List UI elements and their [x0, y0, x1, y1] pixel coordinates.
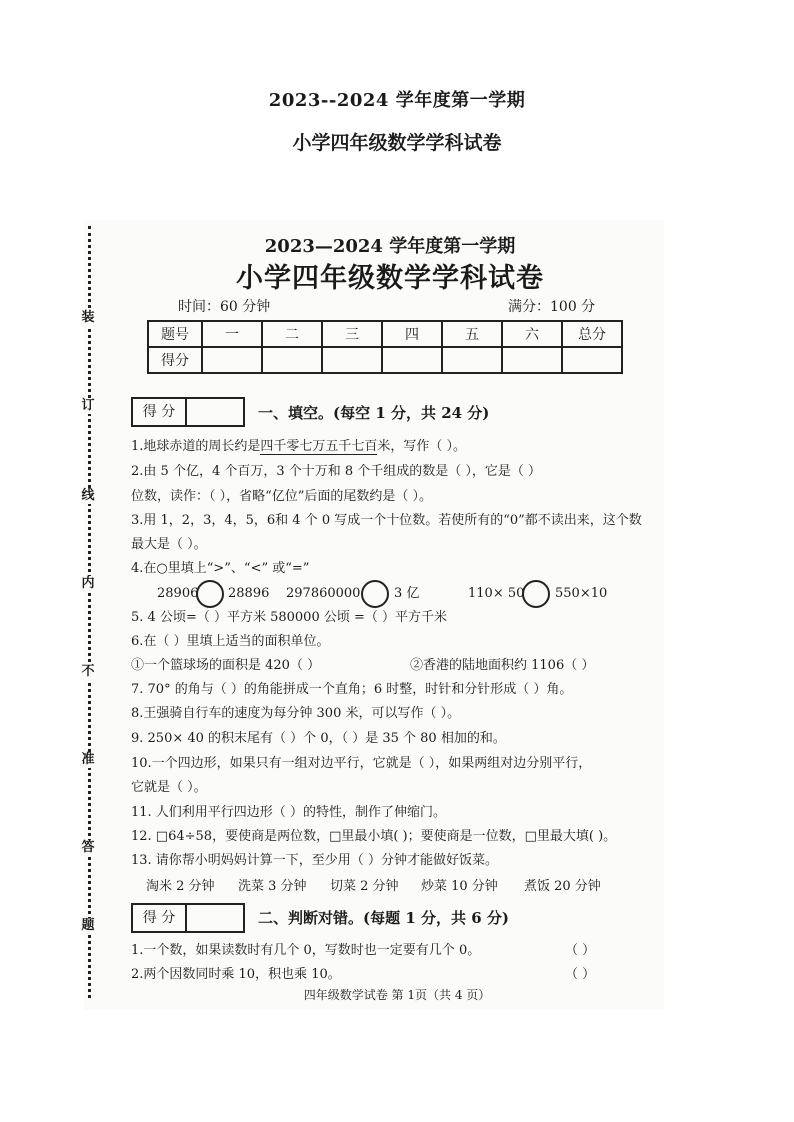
question-1	[131, 438, 466, 456]
side-char: 订	[81, 398, 95, 413]
cooking-step: 淘米 2 分钟	[146, 879, 215, 894]
side-char: 装	[81, 310, 95, 325]
score-cell[interactable]	[502, 347, 562, 373]
side-char: 不	[81, 664, 95, 679]
section1-score-box[interactable]	[131, 397, 245, 427]
score-header-cell: 二	[262, 321, 322, 347]
score-header-cell: 三	[322, 321, 382, 347]
side-char: 线	[81, 488, 95, 503]
compare-circle-3[interactable]	[522, 580, 550, 608]
header-line1: 2023--2024 学年度第一学期	[268, 90, 526, 111]
exam-title-year: 2023—2024 学年度第一学期	[264, 236, 516, 257]
compare-left-2: 297860000	[286, 586, 361, 601]
compare-right-1: 28896	[228, 586, 270, 601]
question-3-line1: 3.用 1，2，3，4，5，6和 4 个 0 写成一个十位数。若使所有的“0”都不读出来，这个数	[131, 513, 642, 528]
score-header-cell: 题号	[148, 321, 202, 347]
compare-right-2: 3 亿	[394, 586, 420, 601]
score-cell[interactable]	[562, 347, 622, 373]
score-header-cell: 五	[442, 321, 502, 347]
question-4: 4.在○里填上“>”、“<” 或“=”	[131, 561, 310, 576]
question-8: 8.王强骑自行车的速度为每分钟 300 米，可以写作（ ）。	[131, 706, 461, 721]
q1-text-a: 1.地球赤道的周长约是	[131, 439, 261, 454]
compare-circle-2[interactable]	[361, 580, 389, 608]
section2-title: 二、判断对错。(每题 1 分，共 6 分)	[258, 909, 509, 927]
score-row-label: 得分	[148, 347, 202, 373]
question-6-item2: ②香港的陆地面积约 1106（ ）	[410, 658, 595, 673]
score-cell[interactable]	[322, 347, 382, 373]
question-9: 9. 250× 40 的积末尾有（ ）个 0，（ ）是 35 个 80 相加的和。	[131, 731, 506, 746]
judge-item-1: 1.一个数，如果读数时有几个 0，写数时也一定要有几个 0。	[131, 943, 481, 958]
question-10-line1: 10.一个四边形，如果只有一组对边平行，它就是（ ），如果两组对边分别平行，	[131, 756, 592, 771]
compare-right-3: 550×10	[555, 586, 608, 601]
question-5: 5. 4 公顷=（ ）平方米 580000 公顷 =（ ）平方千米	[131, 610, 448, 625]
score-cell[interactable]	[382, 347, 442, 373]
question-3-line2: 最大是（ ）。	[131, 537, 207, 552]
header-line2: 小学四年级数学学科试卷	[292, 132, 502, 154]
question-6-item1: ①一个篮球场的面积是 420（ ）	[131, 658, 321, 673]
section2-score-label: 得 分	[133, 905, 187, 931]
q1-text-b: 米，写作（ ）。	[377, 439, 467, 454]
section1-score-label: 得 分	[133, 399, 187, 425]
score-header-cell: 总分	[562, 321, 622, 347]
score-cell[interactable]	[442, 347, 502, 373]
score-cell[interactable]	[262, 347, 322, 373]
question-10-line2: 它就是（ ）。	[131, 780, 207, 795]
question-7: 7. 70° 的角与（ ）的角能拼成一个直角；6 时整，时针和分针形成（ ）角。	[131, 682, 573, 697]
score-header-cell: 四	[382, 321, 442, 347]
section2-score-box[interactable]	[131, 903, 245, 933]
question-6: 6.在（ ）里填上适当的面积单位。	[131, 634, 330, 649]
full-score: 满分：100 分	[508, 299, 596, 315]
score-cell[interactable]	[202, 347, 262, 373]
side-char: 内	[81, 576, 95, 591]
judge-answer-2[interactable]: （ ）	[565, 967, 596, 982]
compare-circle-1[interactable]	[196, 580, 224, 608]
cooking-step: 煮饭 20 分钟	[524, 879, 601, 894]
judge-item-2: 2.两个因数同时乘 10，积也乘 10。	[131, 967, 341, 982]
cooking-step: 洗菜 3 分钟	[238, 879, 307, 894]
score-header-cell: 一	[202, 321, 262, 347]
compare-left-1: 28906	[157, 586, 199, 601]
score-header-cell: 六	[502, 321, 562, 347]
section1-title: 一、填空。(每空 1 分，共 24 分)	[258, 404, 490, 422]
exam-title: 小学四年级数学学科试卷	[236, 263, 544, 294]
compare-left-3: 110× 50	[468, 586, 525, 601]
cooking-step: 切菜 2 分钟	[330, 879, 399, 894]
side-char: 题	[81, 918, 95, 933]
side-char: 答	[81, 840, 95, 855]
time-limit: 时间：60 分钟	[178, 299, 271, 315]
question-11: 11. 人们利用平行四边形（ ）的特性，制作了伸缩门。	[131, 805, 446, 820]
cooking-step: 炒菜 10 分钟	[421, 879, 498, 894]
side-char: 准	[81, 752, 95, 767]
judge-answer-1[interactable]: （ ）	[565, 943, 596, 958]
question-13: 13. 请你帮小明妈妈计算一下，至少用（ ）分钟才能做好饭菜。	[131, 853, 498, 868]
question-2-line2: 位数，读作：（ ），省略“亿位”后面的尾数约是（ ）。	[131, 489, 433, 504]
question-2-line1: 2.由 5 个亿，4 个百万，3 个十万和 8 个千组成的数是（ ），它是（ ）	[131, 464, 542, 479]
question-12: 12. □64÷58，要使商是两位数，□里最小填( )；要使商是一位数，□里最大填( )。	[131, 829, 617, 844]
q1-underlined-number: 四千零七万五千七百	[260, 439, 378, 454]
binding-dotted-line	[88, 226, 91, 998]
score-table	[147, 320, 623, 374]
page-footer: 四年级数学试卷 第 1页（共 4 页）	[303, 988, 491, 1002]
